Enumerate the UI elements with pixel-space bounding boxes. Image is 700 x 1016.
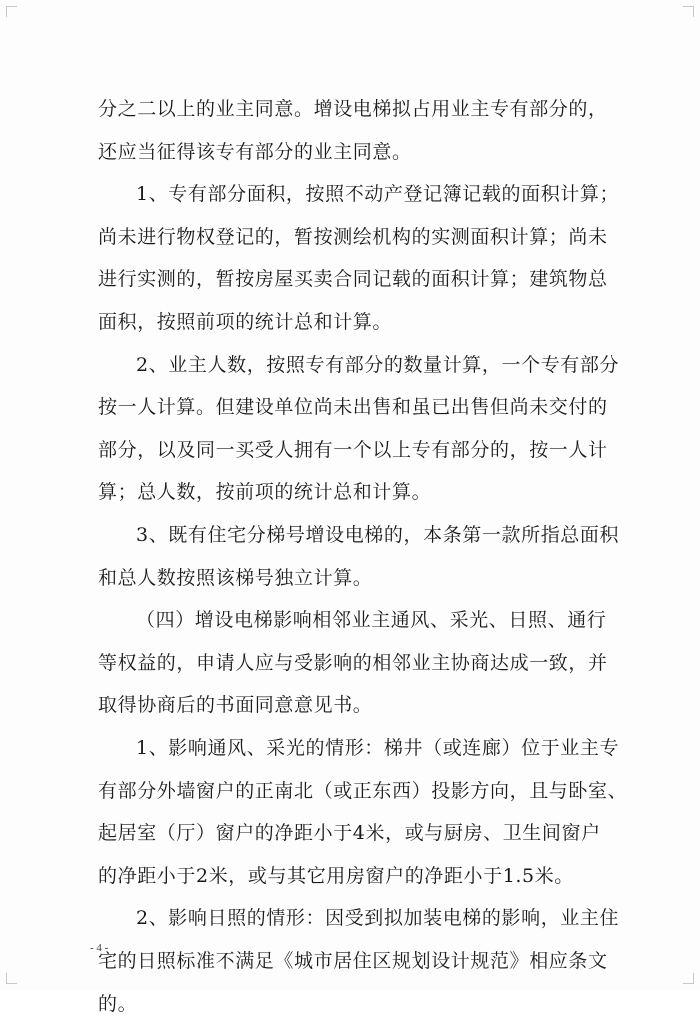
paragraph-line: 进行实测的，暂按房屋买卖合同记载的面积计算；建筑物总 — [98, 268, 608, 290]
paragraph-line: 尚未进行物权登记的，暂按测绘机构的实测面积计算；尚未 — [98, 226, 608, 248]
paragraph-line: 算；总人数，按前项的统计总和计算。 — [98, 481, 432, 503]
paragraph-line: 2、影响日照的情形：因受到拟加装电梯的影响，业主住 — [136, 907, 620, 929]
paragraph-line: 2、业主人数，按照专有部分的数量计算，一个专有部分 — [136, 354, 620, 376]
paragraph-line: 和总人数按照该梯号独立计算。 — [98, 567, 373, 589]
paragraph-line: 按一人计算。但建设单位尚未出售和虽已出售但尚未交付的 — [98, 396, 608, 418]
paragraph-line: 分之二以上的业主同意。增设电梯拟占用业主专有部分的， — [98, 98, 608, 120]
paragraph-line: 等权益的，申请人应与受影响的相邻业主协商达成一致，并 — [98, 652, 608, 674]
paragraph-line: （四）增设电梯影响相邻业主通风、采光、日照、通行 — [136, 609, 607, 631]
paragraph-line: 部分，以及同一买受人拥有一个以上专有部分的，按一人计 — [98, 439, 608, 461]
paragraph-line: 还应当征得该专有部分的业主同意。 — [98, 141, 412, 163]
scan-corner-mark — [683, 6, 694, 17]
page-number: - 4 - — [90, 942, 109, 954]
paragraph-line: 1、影响通风、采光的情形：梯井（或连廊）位于业主专 — [136, 737, 620, 759]
paragraph-line: 的净距小于2米，或与其它用房窗户的净距小于1.5米。 — [98, 865, 574, 887]
scan-corner-mark — [683, 973, 694, 984]
paragraph-line: 取得协商后的书面同意意见书。 — [98, 694, 373, 716]
paragraph-line: 面积，按照前项的统计总和计算。 — [98, 311, 393, 333]
paragraph-line: 起居室（厅）窗户的净距小于4米，或与厨房、卫生间窗户 — [98, 822, 601, 844]
paragraph-line: 有部分外墙窗户的正南北（或正东西）投影方向，且与卧室、 — [98, 780, 628, 802]
scan-corner-mark — [6, 6, 17, 17]
paragraph-line: 的。 — [98, 993, 138, 1015]
paragraph-line: 宅的日照标准不满足《城市居住区规划设计规范》相应条文 — [98, 950, 608, 972]
paragraph-line: 1、专有部分面积，按照不动产登记簿记载的面积计算； — [136, 183, 620, 205]
paragraph-line: 3、既有住宅分梯号增设电梯的，本条第一款所指总面积 — [136, 524, 620, 546]
scan-corner-mark — [6, 973, 17, 984]
